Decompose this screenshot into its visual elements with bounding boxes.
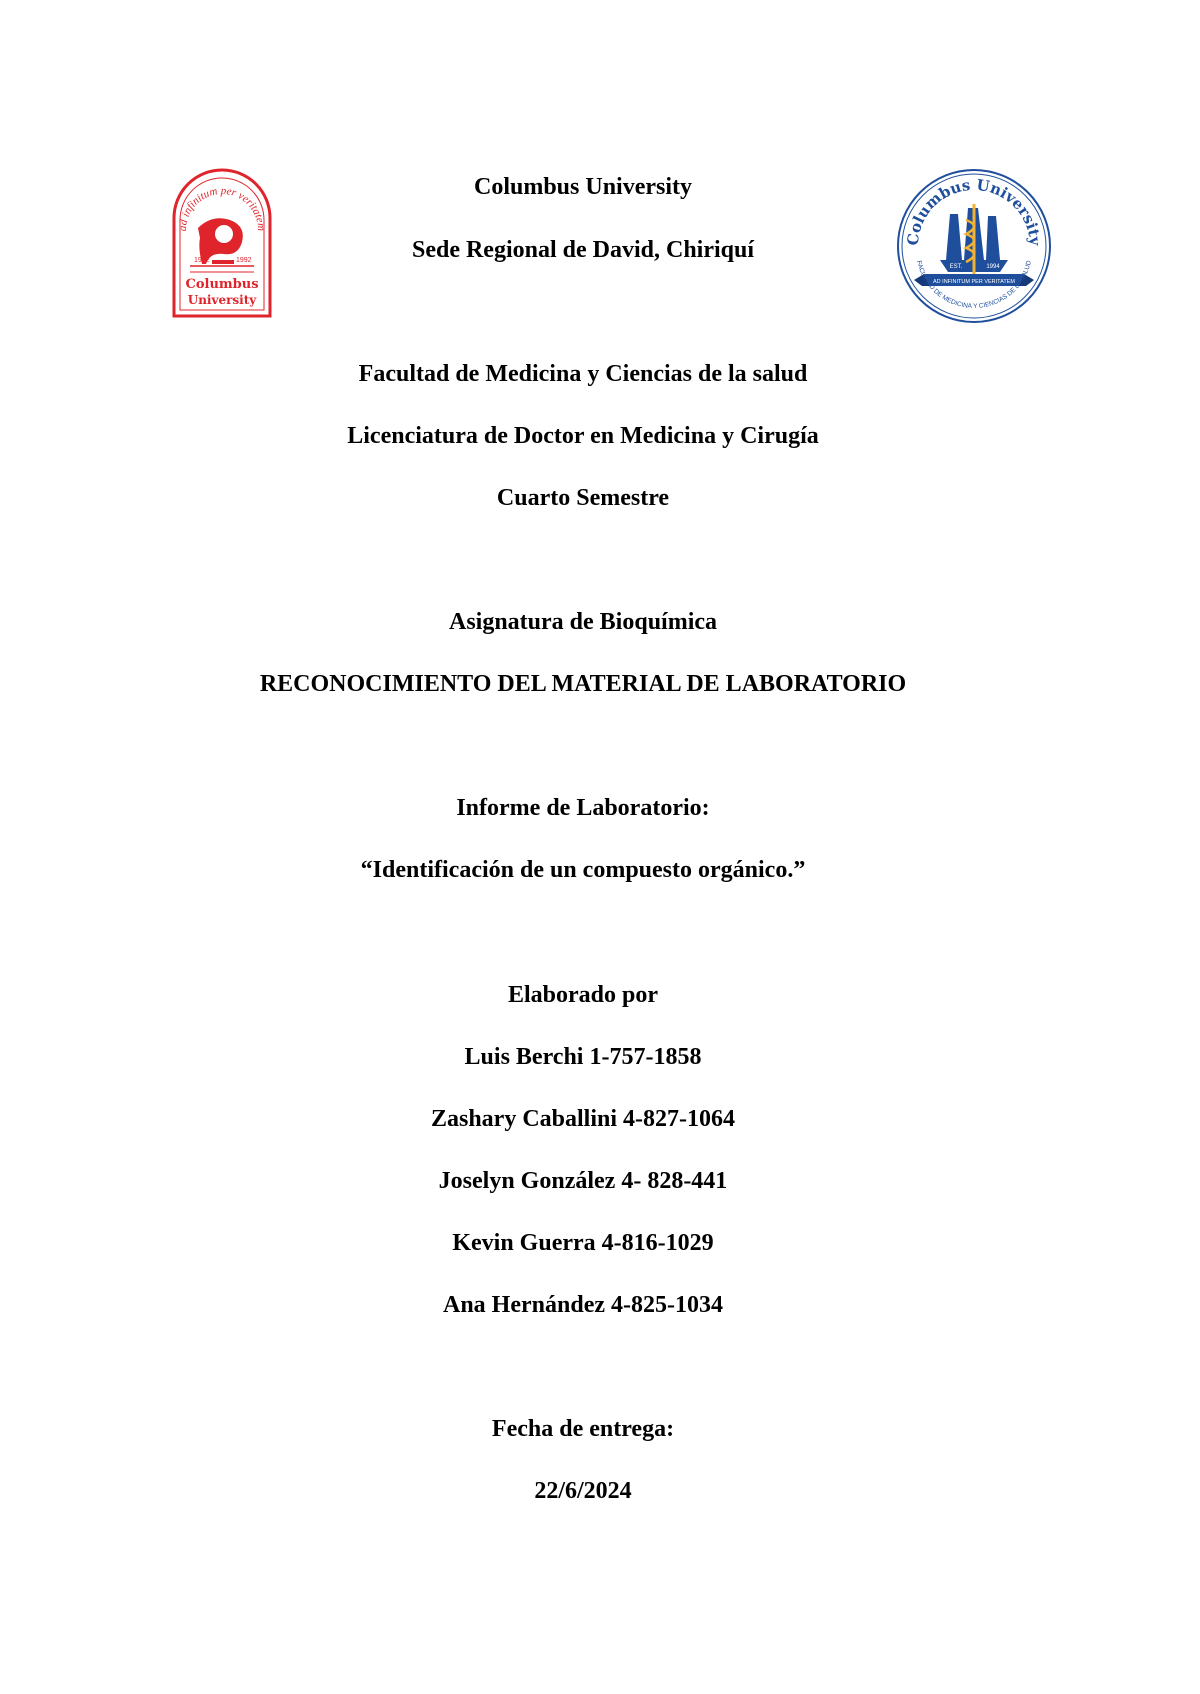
logo-year-right: 1992 xyxy=(236,257,252,264)
logo-motto-text: ad infinitum per veritatem xyxy=(176,184,268,232)
subject: Asignatura de Bioquímica xyxy=(448,609,718,635)
seal-est-label: EST. xyxy=(949,264,963,270)
logo-year-left: 1992 xyxy=(194,257,210,264)
semester: Cuarto Semestre xyxy=(496,485,670,511)
faculty-name: Facultad de Medicina y Ciencias de la salud xyxy=(358,361,808,387)
author-item: Luis Berchi 1-757-1858 xyxy=(464,1044,702,1070)
logo-name-line2: University xyxy=(187,293,257,307)
report-label: Informe de Laboratorio: xyxy=(456,795,710,821)
degree-name: Licenciatura de Doctor en Medicina y Cirugía xyxy=(347,423,819,449)
seal-est-year: 1994 xyxy=(986,264,1000,270)
author-item: Joselyn González 4- 828-441 xyxy=(438,1168,728,1194)
campus-name: Sede Regional de David, Chiriquí xyxy=(411,237,755,263)
author-item: Zashary Caballini 4-827-1064 xyxy=(430,1106,736,1132)
delivery-label: Fecha de entrega: xyxy=(491,1416,675,1442)
author-item: Kevin Guerra 4-816-1029 xyxy=(452,1230,714,1256)
report-title: “Identificación de un compuesto orgánico.” xyxy=(360,857,806,883)
authors-label: Elaborado por xyxy=(507,982,659,1008)
topic-title: RECONOCIMIENTO DEL MATERIAL DE LABORATORIO xyxy=(259,671,907,697)
seal-bottom-text: FACULTAD DE MEDICINA Y CIENCIAS DE LA SALUD xyxy=(915,259,1033,311)
seal-banner-text: AD INFINITUM PER VERITATEM xyxy=(933,279,1015,285)
delivery-date: 22/6/2024 xyxy=(534,1478,632,1504)
author-item: Ana Hernández 4-825-1034 xyxy=(443,1292,723,1318)
seal-ring-text: Columbus University xyxy=(903,175,1045,247)
university-name: Columbus University xyxy=(473,174,693,200)
logo-name-line1: Columbus xyxy=(185,277,259,292)
